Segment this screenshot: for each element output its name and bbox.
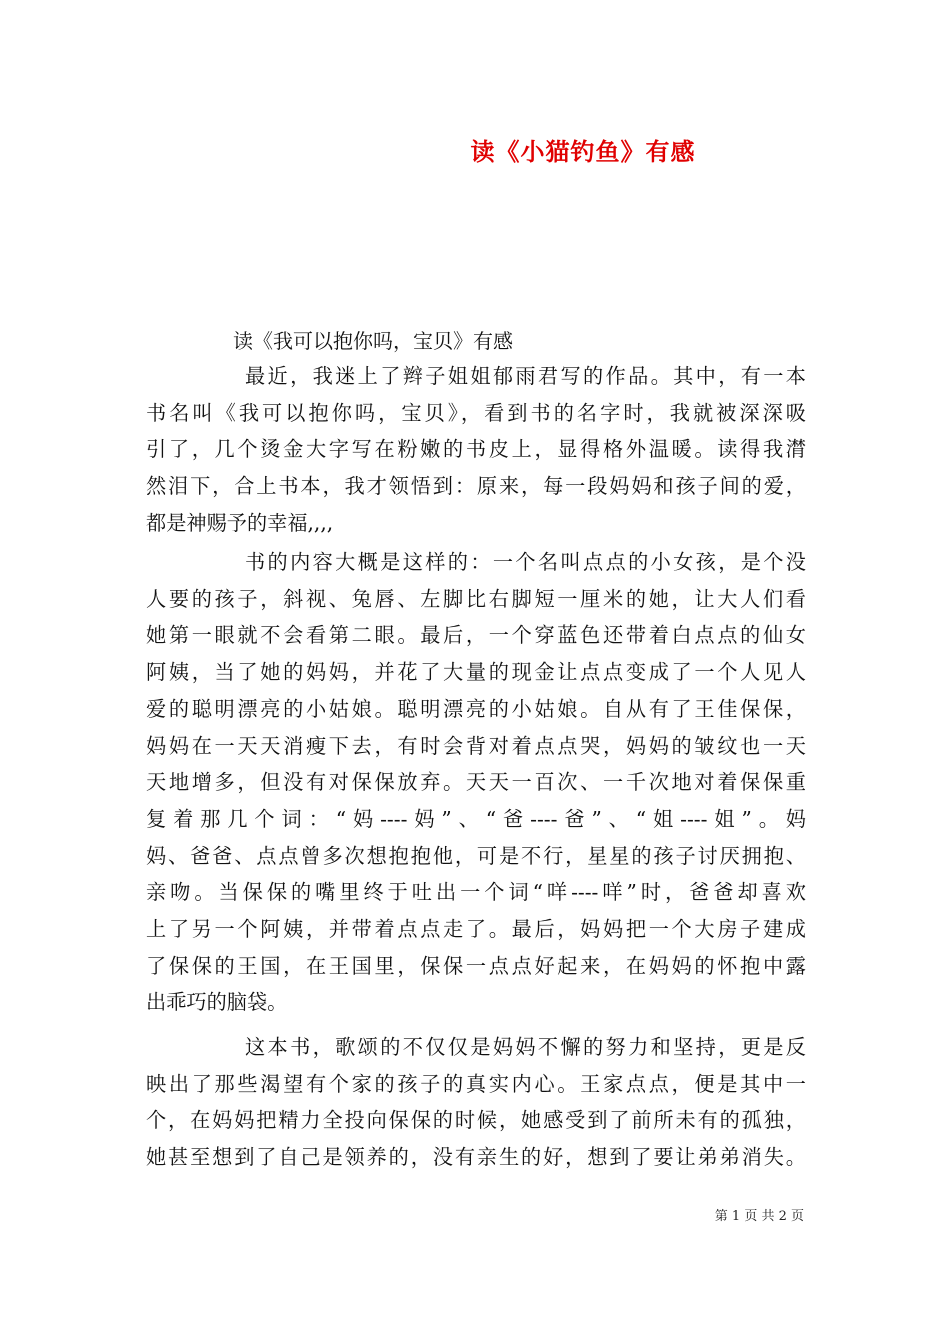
paragraph-line: 天地增多，但没有对保保放弃。天天一百次、一千次地对着保保重	[146, 770, 806, 795]
paragraph-line: 妈妈在一天天消瘦下去，有时会背对着点点哭，妈妈的皱纹也一天	[146, 733, 806, 758]
document-title: 读《小猫钓鱼》有感	[470, 137, 696, 166]
paragraph-line: 她甚至想到了自己是领养的，没有亲生的好，想到了要让弟弟消失。	[146, 1145, 806, 1170]
paragraph-3	[146, 1029, 806, 1176]
paragraph-line: 复着那几个词：“妈----妈”、“爸----爸”、“姐----姐”。妈	[146, 806, 806, 831]
page-footer: 第 1 页 共 2 页	[714, 1209, 804, 1224]
paragraph-2	[146, 544, 806, 1021]
paragraph-line: 书的内容大概是这样的：一个名叫点点的小女孩，是个没	[245, 550, 806, 574]
paragraph-line: 然泪下，合上书本，我才领悟到：原来，每一段妈妈和孩子间的爱，	[146, 474, 806, 499]
paragraph-line: 引了，几个烫金大字写在粉嫩的书皮上，显得格外温暖。读得我潸	[146, 437, 806, 462]
paragraph-line: 最近，我迷上了辫子姐姐郁雨君写的作品。其中，有一本	[245, 364, 806, 388]
paragraph-line: 个，在妈妈把精力全投向保保的时候，她感受到了前所未有的孤独，	[146, 1108, 806, 1133]
paragraph-line: 出乖巧的脑袋。	[146, 990, 288, 1015]
paragraph-line: 人要的孩子，斜视、兔唇、左脚比右脚短一厘米的她，让大人们看	[146, 586, 806, 611]
paragraph-line: 了保保的王国，在王国里，保保一点点好起来，在妈妈的怀抱中露	[146, 953, 806, 978]
paragraph-line: 爱的聪明漂亮的小姑娘。聪明漂亮的小姑娘。自从有了王佳保保，	[146, 696, 806, 721]
paragraph-line: 都是神赐予的幸福,,,,	[146, 510, 334, 535]
paragraph-1	[146, 358, 806, 542]
paragraph-line: 映出了那些渴望有个家的孩子的真实内心。王家点点，便是其中一	[146, 1071, 806, 1096]
paragraph-line: 这本书，歌颂的不仅仅是妈妈不懈的努力和坚持，更是反	[245, 1035, 806, 1059]
paragraph-line: 亲吻。当保保的嘴里终于吐出一个词“咩----咩”时，爸爸却喜欢	[146, 880, 806, 905]
article-heading: 读《我可以抱你吗，宝贝》有感	[233, 329, 513, 353]
paragraph-line: 妈、爸爸、点点曾多次想抱抱他，可是不行，星星的孩子讨厌拥抱、	[146, 843, 806, 868]
paragraph-line: 阿姨，当了她的妈妈，并花了大量的现金让点点变成了一个人见人	[146, 660, 806, 685]
paragraph-line: 书名叫《我可以抱你吗，宝贝》，看到书的名字时，我就被深深吸	[146, 400, 806, 425]
paragraph-line: 上了另一个阿姨，并带着点点走了。最后，妈妈把一个大房子建成	[146, 917, 806, 942]
paragraph-line: 她第一眼就不会看第二眼。最后，一个穿蓝色还带着白点点的仙女	[146, 623, 806, 648]
